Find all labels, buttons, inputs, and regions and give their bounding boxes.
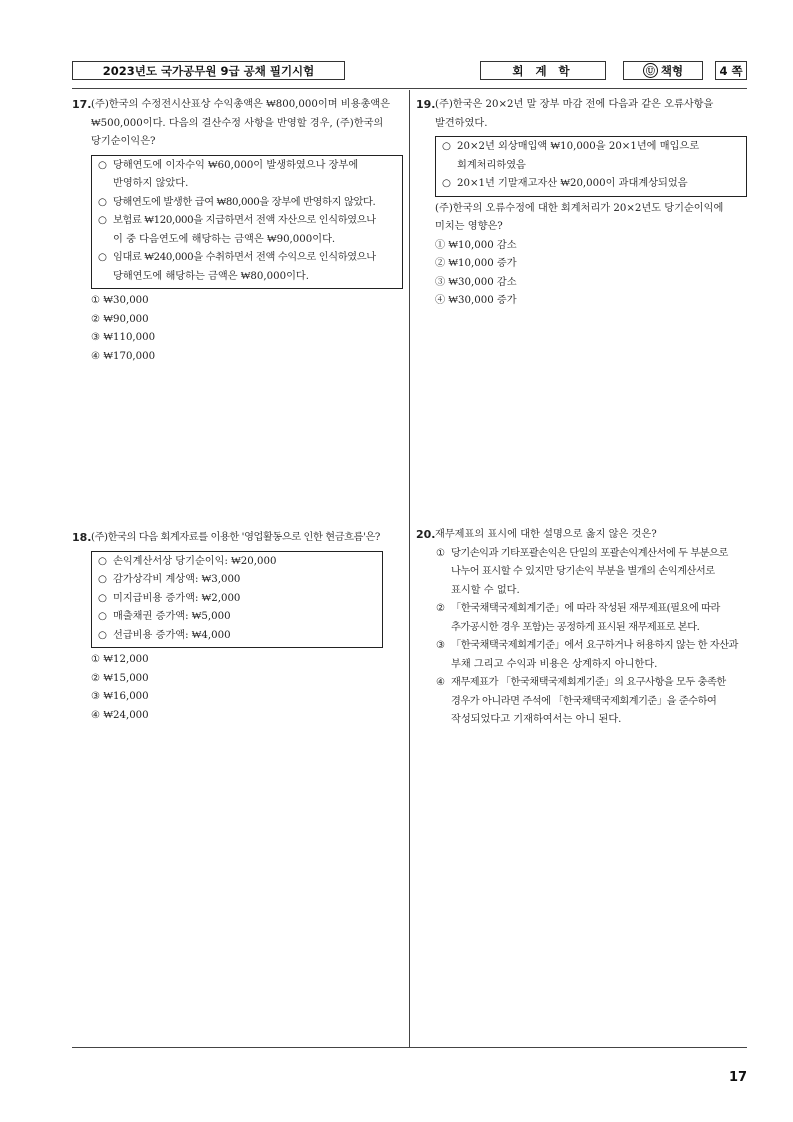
answer-options [435,237,749,311]
column-divider [409,90,410,1047]
stem-line: ₩500,000이다. 다음의 결산수정 사항을 반영할 경우, (주)한국의 [91,117,384,129]
question-stem [435,526,749,545]
option-line: 표시할 수 없다. [451,584,520,596]
question-box [91,551,383,649]
box-line: 20×1년 기말재고자산 ₩20,000이 과대계상되었음 [457,178,688,189]
answer-option[interactable]: ④ ₩170,000 [91,350,156,362]
answer-option[interactable]: ③ ₩16,000 [91,691,149,702]
answer-option[interactable]: ① ₩10,000 감소 [435,239,517,251]
option-line: 추가공시한 경우 포함)는 공정하게 표시된 재무제표로 본다. [451,621,700,633]
question-number: 20. [416,528,436,541]
box-item [98,608,376,627]
question-box [435,136,747,197]
question-number: 17. [72,98,92,111]
booklet-mark-icon: Ⓤ [643,63,658,78]
header-divider [72,88,747,89]
box-line: 매출채권 증가액: ₩5,000 [113,611,231,622]
bullet-icon: ○ [98,252,107,263]
box-line: 회계처리하였음 [457,159,526,171]
box-item [98,157,396,194]
box-line: 당해연도에 해당하는 금액은 ₩80,000이다. [113,270,309,282]
option-line: 「한국채택국제회계기준」에 따라 작성된 재무제표(필요에 따라 [451,603,720,614]
answer-option[interactable]: ② ₩90,000 [91,313,149,325]
box-line: 손익계산서상 당기순이익: ₩20,000 [113,555,277,567]
answer-options [436,545,749,730]
question-18 [72,529,403,725]
answer-option[interactable] [436,674,749,730]
exam-title [72,61,345,80]
box-item [98,249,396,286]
box-line: 당해연도에 발생한 급여 ₩80,000을 장부에 반영하지 않았다. [113,196,376,208]
answer-option[interactable] [436,637,749,674]
question-number: 19. [416,98,436,111]
bullet-icon: ○ [98,555,107,567]
answer-option[interactable]: ① ₩30,000 [91,295,149,306]
followup-line: 미치는 영향은? [435,221,503,232]
option-marker: ② [436,603,446,614]
question-box [91,155,403,290]
box-item [98,627,376,646]
box-item [98,571,376,590]
followup-line: (주)한국의 오류수정에 대한 회계처리가 20×2년도 당기순이익에 [435,202,724,214]
box-item [442,138,740,175]
box-line: 반영하지 않았다. [113,178,189,189]
box-line: 당해연도에 이자수익 ₩60,000이 발생하였으나 장부에 [113,159,359,171]
page-label-box [715,61,747,80]
box-line: 이 중 다음연도에 해당하는 금액은 ₩90,000이다. [113,233,336,245]
option-line: 작성되었다고 기재하여서는 아니 된다. [451,714,622,725]
bullet-icon: ○ [98,574,107,585]
exam-title-text: 2023년도 국가공무원 9급 공채 필기시험 [102,63,315,78]
box-line: 미지급비용 증가액: ₩2,000 [113,592,241,604]
question-stem [91,529,403,548]
box-item [98,590,376,609]
subject-text: 회 계 학 [512,63,574,78]
box-item [442,175,740,194]
answer-option[interactable]: ④ ₩24,000 [91,709,149,721]
box-line: 감가상각비 계상액: ₩3,000 [113,574,241,585]
booklet-type-text: 책형 [660,63,684,78]
question-19 [416,96,749,311]
option-marker: ④ [436,677,446,688]
question-stem [435,96,749,133]
bullet-icon: ○ [442,141,451,152]
stem-line: (주)한국은 20×2년 말 장부 마감 전에 다음과 같은 오류사항을 [435,99,714,110]
option-line: 「한국채택국제회계기준」에서 요구하거나 허용하지 않는 한 자산과 [451,640,738,651]
answer-option[interactable]: ④ ₩30,000 증가 [435,295,517,306]
option-line: 부채 그리고 수익과 비용은 상계하지 아니한다. [451,658,658,670]
stem-line: 발견하였다. [435,117,488,129]
question-number: 18. [72,531,92,544]
question-stem [91,96,403,152]
subject-box [480,61,606,80]
box-line: 선급비용 증가액: ₩4,000 [113,629,231,641]
bullet-icon: ○ [98,629,107,641]
bullet-icon: ○ [98,159,107,171]
bullet-icon: ○ [98,611,107,622]
bullet-icon: ○ [98,196,107,208]
question-20 [416,526,749,730]
answer-option[interactable] [436,600,749,637]
option-marker: ③ [436,640,446,651]
box-line: 임대료 ₩240,000을 수취하면서 전액 수익으로 인식하였으나 [113,252,376,263]
box-item [98,553,376,572]
page-label-text: 4 쪽 [719,63,743,78]
box-line: 20×2년 외상매입액 ₩10,000을 20×1년에 매입으로 [457,141,700,152]
stem-line: (주)한국의 수정전시산표상 수익총액은 ₩800,000이며 비용총액은 [91,99,390,110]
answer-option[interactable]: ③ ₩110,000 [91,332,156,343]
bullet-icon: ○ [98,215,107,226]
bullet-icon: ○ [442,178,451,189]
option-line: 재무제표가 「한국채택국제회계기준」의 요구사항을 모두 충족한 [451,677,726,688]
bullet-icon: ○ [98,592,107,604]
answer-option[interactable]: ① ₩12,000 [91,654,149,665]
box-line: 보험료 ₩120,000을 지급하면서 전액 자산으로 인식하였으나 [113,215,376,226]
stem-line: (주)한국의 다음 회계자료를 이용한 '영업활동으로 인한 현금흐름'은? [91,532,380,543]
box-item [98,194,396,213]
answer-options [91,292,403,366]
question-17 [72,96,403,366]
answer-option[interactable]: ③ ₩30,000 감소 [435,276,517,288]
option-line: 당기손익과 기타포괄손익은 단일의 포괄손익계산서에 두 부분으로 [451,547,728,559]
option-marker: ① [436,547,446,559]
booklet-type-box [623,61,703,80]
answer-option[interactable]: ② ₩15,000 [91,672,149,684]
question-followup [435,200,749,237]
stem-line: 재무제표의 표시에 대한 설명으로 옳지 않은 것은? [435,529,657,540]
footer-divider [72,1047,747,1048]
stem-line: 당기순이익은? [91,136,156,147]
box-item [98,212,396,249]
answer-option[interactable]: ② ₩10,000 증가 [435,258,517,269]
option-line: 나누어 표시할 수 있지만 당기손익 부분을 별개의 손익계산서로 [451,566,715,577]
answer-options [91,651,403,725]
page-number: 17 [729,1070,748,1085]
answer-option[interactable] [436,545,749,601]
option-line: 경우가 아니라면 주석에 「한국채택국제회계기준」을 준수하여 [451,695,717,707]
